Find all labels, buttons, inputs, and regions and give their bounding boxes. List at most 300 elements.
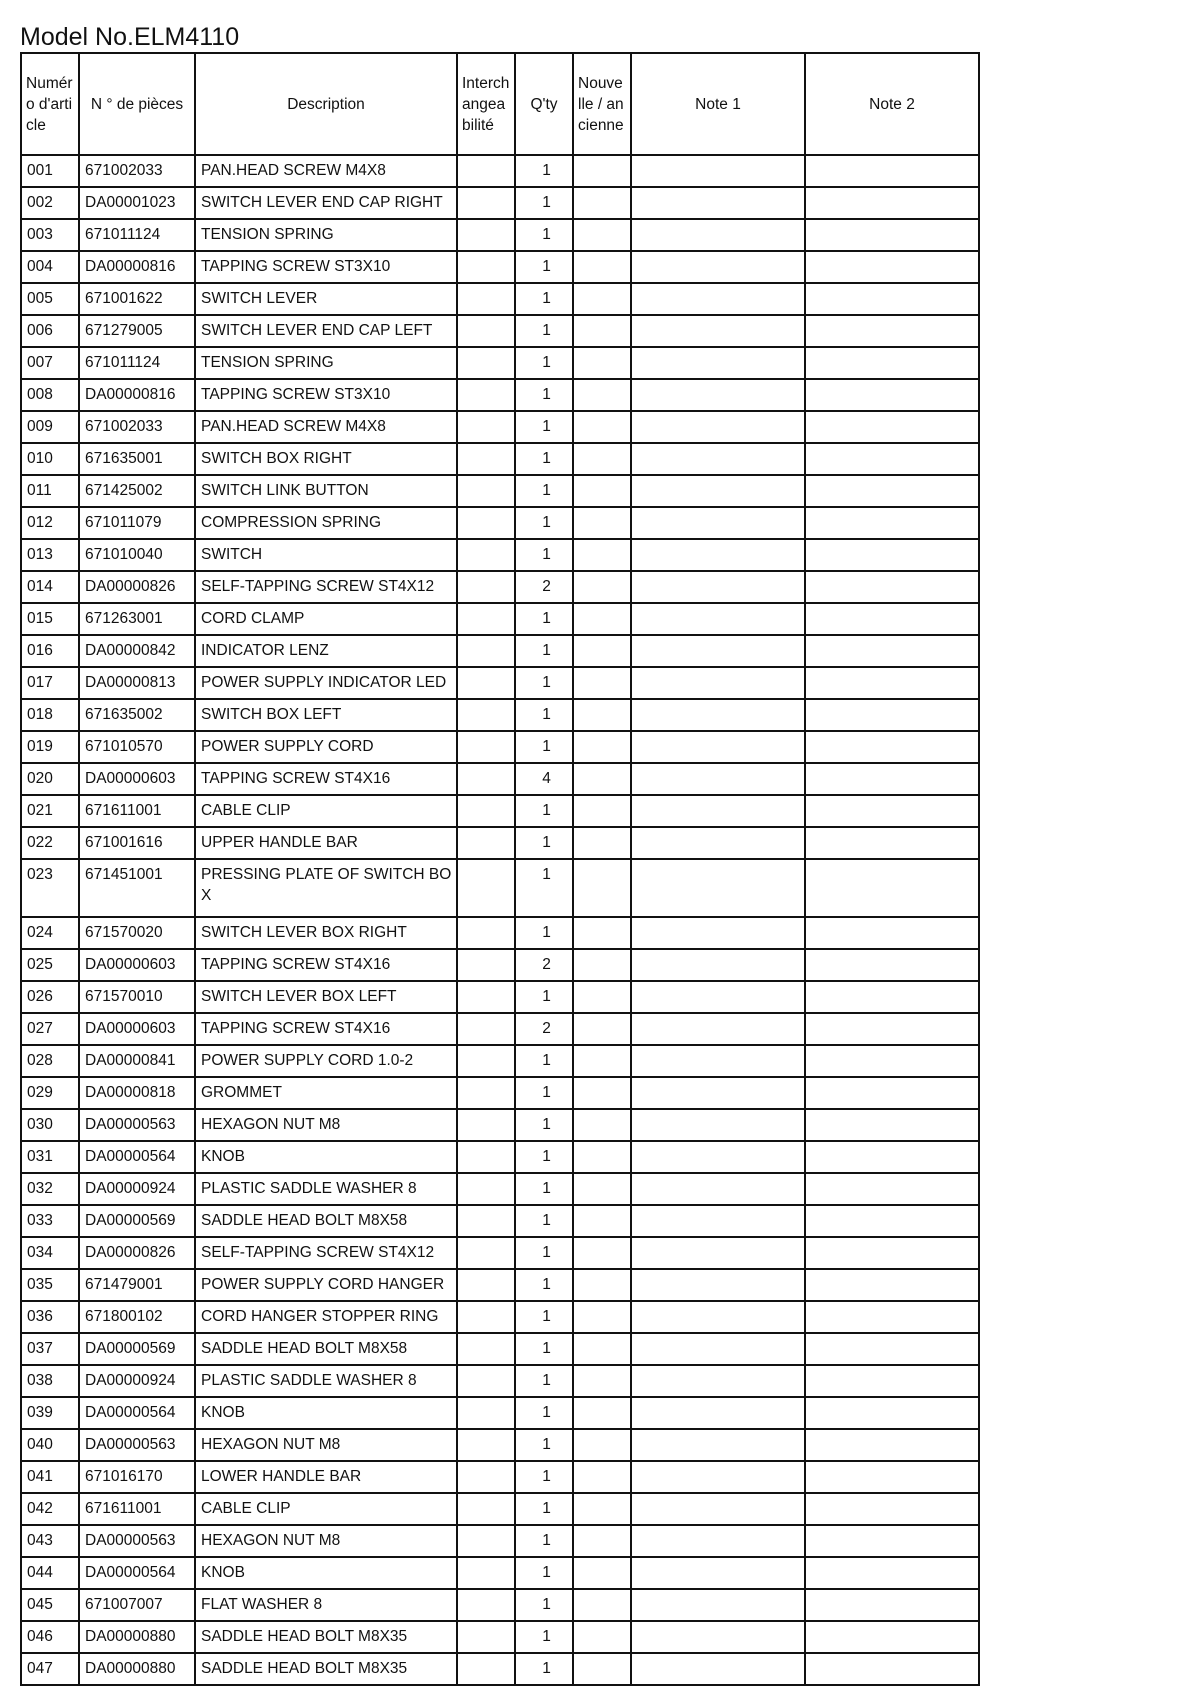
new-old-cell: [573, 219, 631, 251]
new-old-cell: [573, 347, 631, 379]
table-row: [21, 635, 979, 667]
new-old-cell: [573, 1365, 631, 1397]
description-cell: SWITCH LEVER BOX LEFT: [195, 981, 457, 1013]
quantity-cell: 1: [515, 251, 573, 283]
part-number-cell: DA00000826: [79, 1237, 195, 1269]
note-2-cell: [805, 155, 979, 187]
note-2-cell: [805, 315, 979, 347]
note-2-cell: [805, 1109, 979, 1141]
table-row: [21, 1653, 979, 1685]
note-2-cell: [805, 1653, 979, 1685]
note-2-cell: [805, 443, 979, 475]
table-row: [21, 1493, 979, 1525]
quantity-cell: 1: [515, 155, 573, 187]
item-number-cell: 007: [21, 347, 79, 379]
item-number-cell: 027: [21, 1013, 79, 1045]
note-1-cell: [631, 1653, 805, 1685]
table-row: [21, 1077, 979, 1109]
note-1-cell: [631, 635, 805, 667]
description-cell: HEXAGON NUT M8: [195, 1525, 457, 1557]
table-row: [21, 379, 979, 411]
part-number-cell: 671635002: [79, 699, 195, 731]
note-2-cell: [805, 219, 979, 251]
description-cell: TAPPING SCREW ST4X16: [195, 763, 457, 795]
description-cell: HEXAGON NUT M8: [195, 1109, 457, 1141]
table-row: [21, 763, 979, 795]
quantity-cell: 1: [515, 315, 573, 347]
item-number-cell: 042: [21, 1493, 79, 1525]
part-number-cell: 671011124: [79, 347, 195, 379]
quantity-cell: 1: [515, 475, 573, 507]
description-cell: POWER SUPPLY CORD HANGER: [195, 1269, 457, 1301]
description-cell: CABLE CLIP: [195, 1493, 457, 1525]
table-row: [21, 1269, 979, 1301]
quantity-cell: 1: [515, 539, 573, 571]
new-old-cell: [573, 1237, 631, 1269]
item-number-cell: 005: [21, 283, 79, 315]
quantity-cell: 1: [515, 699, 573, 731]
new-old-cell: [573, 667, 631, 699]
part-number-cell: DA00000924: [79, 1173, 195, 1205]
description-cell: SWITCH LEVER BOX RIGHT: [195, 917, 457, 949]
description-cell: CORD HANGER STOPPER RING: [195, 1301, 457, 1333]
interchangeability-cell: [457, 731, 515, 763]
new-old-cell: [573, 1173, 631, 1205]
item-number-cell: 017: [21, 667, 79, 699]
description-cell: GROMMET: [195, 1077, 457, 1109]
quantity-cell: 1: [515, 1077, 573, 1109]
table-row: [21, 155, 979, 187]
interchangeability-cell: [457, 443, 515, 475]
part-number-cell: 671002033: [79, 411, 195, 443]
description-cell: SWITCH: [195, 539, 457, 571]
header-item-number: Numéro d'article: [21, 53, 79, 155]
note-1-cell: [631, 571, 805, 603]
item-number-cell: 023: [21, 859, 79, 917]
interchangeability-cell: [457, 1525, 515, 1557]
item-number-cell: 019: [21, 731, 79, 763]
description-cell: PRESSING PLATE OF SWITCH BOX: [195, 859, 457, 917]
item-number-cell: 038: [21, 1365, 79, 1397]
new-old-cell: [573, 827, 631, 859]
description-cell: TAPPING SCREW ST3X10: [195, 251, 457, 283]
part-number-cell: 671479001: [79, 1269, 195, 1301]
part-number-cell: 671800102: [79, 1301, 195, 1333]
part-number-cell: DA00000603: [79, 949, 195, 981]
description-cell: CORD CLAMP: [195, 603, 457, 635]
note-1-cell: [631, 315, 805, 347]
quantity-cell: 1: [515, 283, 573, 315]
part-number-cell: DA00000880: [79, 1653, 195, 1685]
note-1-cell: [631, 283, 805, 315]
item-number-cell: 047: [21, 1653, 79, 1685]
quantity-cell: 1: [515, 635, 573, 667]
note-2-cell: [805, 635, 979, 667]
item-number-cell: 001: [21, 155, 79, 187]
item-number-cell: 008: [21, 379, 79, 411]
note-2-cell: [805, 603, 979, 635]
quantity-cell: 1: [515, 1653, 573, 1685]
part-number-cell: 671611001: [79, 1493, 195, 1525]
quantity-cell: 1: [515, 1365, 573, 1397]
interchangeability-cell: [457, 283, 515, 315]
description-cell: SWITCH LINK BUTTON: [195, 475, 457, 507]
item-number-cell: 018: [21, 699, 79, 731]
interchangeability-cell: [457, 949, 515, 981]
new-old-cell: [573, 1461, 631, 1493]
note-2-cell: [805, 917, 979, 949]
note-1-cell: [631, 1045, 805, 1077]
part-number-cell: 671611001: [79, 795, 195, 827]
table-row: [21, 1237, 979, 1269]
part-number-cell: 671263001: [79, 603, 195, 635]
table-row: [21, 411, 979, 443]
note-1-cell: [631, 859, 805, 917]
interchangeability-cell: [457, 1237, 515, 1269]
note-1-cell: [631, 219, 805, 251]
item-number-cell: 029: [21, 1077, 79, 1109]
new-old-cell: [573, 1077, 631, 1109]
description-cell: CABLE CLIP: [195, 795, 457, 827]
note-1-cell: [631, 475, 805, 507]
interchangeability-cell: [457, 347, 515, 379]
note-1-cell: [631, 1301, 805, 1333]
part-number-cell: DA00000924: [79, 1365, 195, 1397]
description-cell: KNOB: [195, 1141, 457, 1173]
note-1-cell: [631, 1013, 805, 1045]
description-cell: KNOB: [195, 1397, 457, 1429]
note-1-cell: [631, 949, 805, 981]
quantity-cell: 1: [515, 827, 573, 859]
quantity-cell: 1: [515, 1557, 573, 1589]
interchangeability-cell: [457, 1077, 515, 1109]
header-quantity: Q'ty: [515, 53, 573, 155]
table-row: [21, 187, 979, 219]
description-cell: SWITCH LEVER END CAP LEFT: [195, 315, 457, 347]
new-old-cell: [573, 731, 631, 763]
quantity-cell: 1: [515, 1589, 573, 1621]
item-number-cell: 009: [21, 411, 79, 443]
part-number-cell: DA00000564: [79, 1557, 195, 1589]
quantity-cell: 1: [515, 1269, 573, 1301]
note-1-cell: [631, 699, 805, 731]
note-1-cell: [631, 1077, 805, 1109]
quantity-cell: 1: [515, 1461, 573, 1493]
description-cell: PLASTIC SADDLE WASHER 8: [195, 1365, 457, 1397]
parts-table: [20, 52, 980, 1686]
description-cell: POWER SUPPLY CORD: [195, 731, 457, 763]
interchangeability-cell: [457, 1333, 515, 1365]
quantity-cell: 1: [515, 1173, 573, 1205]
note-1-cell: [631, 411, 805, 443]
table-row: [21, 795, 979, 827]
note-2-cell: [805, 507, 979, 539]
note-1-cell: [631, 251, 805, 283]
part-number-cell: 671279005: [79, 315, 195, 347]
new-old-cell: [573, 539, 631, 571]
table-row: [21, 219, 979, 251]
description-cell: PAN.HEAD SCREW M4X8: [195, 411, 457, 443]
new-old-cell: [573, 635, 631, 667]
item-number-cell: 044: [21, 1557, 79, 1589]
part-number-cell: DA00000842: [79, 635, 195, 667]
part-number-cell: DA00000826: [79, 571, 195, 603]
note-2-cell: [805, 699, 979, 731]
table-row: [21, 667, 979, 699]
interchangeability-cell: [457, 411, 515, 443]
note-1-cell: [631, 1109, 805, 1141]
description-cell: SWITCH LEVER END CAP RIGHT: [195, 187, 457, 219]
quantity-cell: 1: [515, 1493, 573, 1525]
quantity-cell: 1: [515, 1525, 573, 1557]
description-cell: POWER SUPPLY CORD 1.0-2: [195, 1045, 457, 1077]
note-1-cell: [631, 1461, 805, 1493]
note-2-cell: [805, 347, 979, 379]
item-number-cell: 025: [21, 949, 79, 981]
interchangeability-cell: [457, 379, 515, 411]
note-2-cell: [805, 1589, 979, 1621]
new-old-cell: [573, 411, 631, 443]
header-note-2: Note 2: [805, 53, 979, 155]
new-old-cell: [573, 1045, 631, 1077]
table-row: [21, 1557, 979, 1589]
note-1-cell: [631, 187, 805, 219]
item-number-cell: 003: [21, 219, 79, 251]
table-row: [21, 443, 979, 475]
item-number-cell: 021: [21, 795, 79, 827]
description-cell: SWITCH LEVER: [195, 283, 457, 315]
note-2-cell: [805, 1013, 979, 1045]
interchangeability-cell: [457, 603, 515, 635]
table-row: [21, 1301, 979, 1333]
new-old-cell: [573, 1653, 631, 1685]
part-number-cell: DA00000564: [79, 1141, 195, 1173]
table-row: [21, 1621, 979, 1653]
interchangeability-cell: [457, 1205, 515, 1237]
item-number-cell: 014: [21, 571, 79, 603]
note-2-cell: [805, 251, 979, 283]
quantity-cell: 1: [515, 667, 573, 699]
new-old-cell: [573, 795, 631, 827]
part-number-cell: 671570010: [79, 981, 195, 1013]
part-number-cell: 671011079: [79, 507, 195, 539]
item-number-cell: 015: [21, 603, 79, 635]
interchangeability-cell: [457, 155, 515, 187]
header-part-number: N ° de pièces: [79, 53, 195, 155]
interchangeability-cell: [457, 859, 515, 917]
table-row: [21, 603, 979, 635]
note-2-cell: [805, 1173, 979, 1205]
interchangeability-cell: [457, 699, 515, 731]
note-2-cell: [805, 379, 979, 411]
item-number-cell: 030: [21, 1109, 79, 1141]
note-1-cell: [631, 1141, 805, 1173]
table-row: [21, 475, 979, 507]
item-number-cell: 046: [21, 1621, 79, 1653]
quantity-cell: 4: [515, 763, 573, 795]
new-old-cell: [573, 571, 631, 603]
description-cell: PLASTIC SADDLE WASHER 8: [195, 1173, 457, 1205]
new-old-cell: [573, 315, 631, 347]
table-row: [21, 1205, 979, 1237]
note-2-cell: [805, 949, 979, 981]
note-2-cell: [805, 1269, 979, 1301]
quantity-cell: 1: [515, 859, 573, 917]
part-number-cell: 671010040: [79, 539, 195, 571]
table-row: [21, 347, 979, 379]
note-2-cell: [805, 187, 979, 219]
item-number-cell: 035: [21, 1269, 79, 1301]
note-2-cell: [805, 1141, 979, 1173]
note-1-cell: [631, 1525, 805, 1557]
part-number-cell: DA00000563: [79, 1525, 195, 1557]
note-1-cell: [631, 1589, 805, 1621]
note-2-cell: [805, 1237, 979, 1269]
interchangeability-cell: [457, 763, 515, 795]
note-1-cell: [631, 539, 805, 571]
description-cell: TAPPING SCREW ST3X10: [195, 379, 457, 411]
new-old-cell: [573, 1333, 631, 1365]
new-old-cell: [573, 1109, 631, 1141]
table-row: [21, 315, 979, 347]
note-1-cell: [631, 347, 805, 379]
quantity-cell: 1: [515, 1237, 573, 1269]
note-1-cell: [631, 1269, 805, 1301]
note-1-cell: [631, 763, 805, 795]
table-row: [21, 251, 979, 283]
table-body: [21, 155, 979, 1685]
table-row: [21, 1333, 979, 1365]
part-number-cell: DA00000603: [79, 1013, 195, 1045]
item-number-cell: 039: [21, 1397, 79, 1429]
description-cell: SWITCH BOX RIGHT: [195, 443, 457, 475]
interchangeability-cell: [457, 219, 515, 251]
note-1-cell: [631, 379, 805, 411]
note-2-cell: [805, 571, 979, 603]
new-old-cell: [573, 155, 631, 187]
note-1-cell: [631, 1429, 805, 1461]
part-number-cell: 671001616: [79, 827, 195, 859]
quantity-cell: 1: [515, 1429, 573, 1461]
note-2-cell: [805, 1557, 979, 1589]
part-number-cell: 671001622: [79, 283, 195, 315]
note-1-cell: [631, 1493, 805, 1525]
description-cell: SWITCH BOX LEFT: [195, 699, 457, 731]
new-old-cell: [573, 1301, 631, 1333]
interchangeability-cell: [457, 571, 515, 603]
table-row: [21, 859, 979, 917]
item-number-cell: 045: [21, 1589, 79, 1621]
new-old-cell: [573, 1205, 631, 1237]
new-old-cell: [573, 1589, 631, 1621]
new-old-cell: [573, 917, 631, 949]
description-cell: FLAT WASHER 8: [195, 1589, 457, 1621]
new-old-cell: [573, 699, 631, 731]
part-number-cell: DA00000564: [79, 1397, 195, 1429]
description-cell: COMPRESSION SPRING: [195, 507, 457, 539]
quantity-cell: 1: [515, 443, 573, 475]
quantity-cell: 2: [515, 571, 573, 603]
table-row: [21, 949, 979, 981]
description-cell: SADDLE HEAD BOLT M8X58: [195, 1205, 457, 1237]
description-cell: SADDLE HEAD BOLT M8X35: [195, 1621, 457, 1653]
note-1-cell: [631, 507, 805, 539]
new-old-cell: [573, 251, 631, 283]
note-1-cell: [631, 1557, 805, 1589]
new-old-cell: [573, 1621, 631, 1653]
interchangeability-cell: [457, 1109, 515, 1141]
description-cell: SADDLE HEAD BOLT M8X58: [195, 1333, 457, 1365]
note-1-cell: [631, 1397, 805, 1429]
description-cell: HEXAGON NUT M8: [195, 1429, 457, 1461]
description-cell: INDICATOR LENZ: [195, 635, 457, 667]
header-new-old: Nouvelle / ancienne: [573, 53, 631, 155]
note-2-cell: [805, 1429, 979, 1461]
item-number-cell: 016: [21, 635, 79, 667]
part-number-cell: DA00000569: [79, 1205, 195, 1237]
interchangeability-cell: [457, 1365, 515, 1397]
interchangeability-cell: [457, 1621, 515, 1653]
table-row: [21, 571, 979, 603]
table-row: [21, 283, 979, 315]
note-1-cell: [631, 1333, 805, 1365]
quantity-cell: 1: [515, 219, 573, 251]
item-number-cell: 034: [21, 1237, 79, 1269]
interchangeability-cell: [457, 1461, 515, 1493]
note-2-cell: [805, 731, 979, 763]
table-row: [21, 1461, 979, 1493]
description-cell: SADDLE HEAD BOLT M8X35: [195, 1653, 457, 1685]
note-2-cell: [805, 1205, 979, 1237]
new-old-cell: [573, 1141, 631, 1173]
new-old-cell: [573, 475, 631, 507]
item-number-cell: 036: [21, 1301, 79, 1333]
quantity-cell: 1: [515, 603, 573, 635]
part-number-cell: 671011124: [79, 219, 195, 251]
note-1-cell: [631, 1173, 805, 1205]
interchangeability-cell: [457, 1589, 515, 1621]
part-number-cell: DA00000569: [79, 1333, 195, 1365]
part-number-cell: 671002033: [79, 155, 195, 187]
quantity-cell: 1: [515, 1205, 573, 1237]
part-number-cell: 671451001: [79, 859, 195, 917]
item-number-cell: 028: [21, 1045, 79, 1077]
new-old-cell: [573, 603, 631, 635]
new-old-cell: [573, 1429, 631, 1461]
part-number-cell: 671010570: [79, 731, 195, 763]
interchangeability-cell: [457, 1013, 515, 1045]
part-number-cell: 671635001: [79, 443, 195, 475]
table-row: [21, 1525, 979, 1557]
quantity-cell: 1: [515, 347, 573, 379]
description-cell: SELF-TAPPING SCREW ST4X12: [195, 1237, 457, 1269]
table-row: [21, 1141, 979, 1173]
quantity-cell: 1: [515, 1141, 573, 1173]
quantity-cell: 1: [515, 1301, 573, 1333]
description-cell: TAPPING SCREW ST4X16: [195, 949, 457, 981]
part-number-cell: 671016170: [79, 1461, 195, 1493]
note-2-cell: [805, 667, 979, 699]
interchangeability-cell: [457, 667, 515, 699]
new-old-cell: [573, 1525, 631, 1557]
table-row: [21, 539, 979, 571]
note-2-cell: [805, 763, 979, 795]
interchangeability-cell: [457, 1173, 515, 1205]
new-old-cell: [573, 443, 631, 475]
new-old-cell: [573, 1397, 631, 1429]
item-number-cell: 013: [21, 539, 79, 571]
new-old-cell: [573, 187, 631, 219]
